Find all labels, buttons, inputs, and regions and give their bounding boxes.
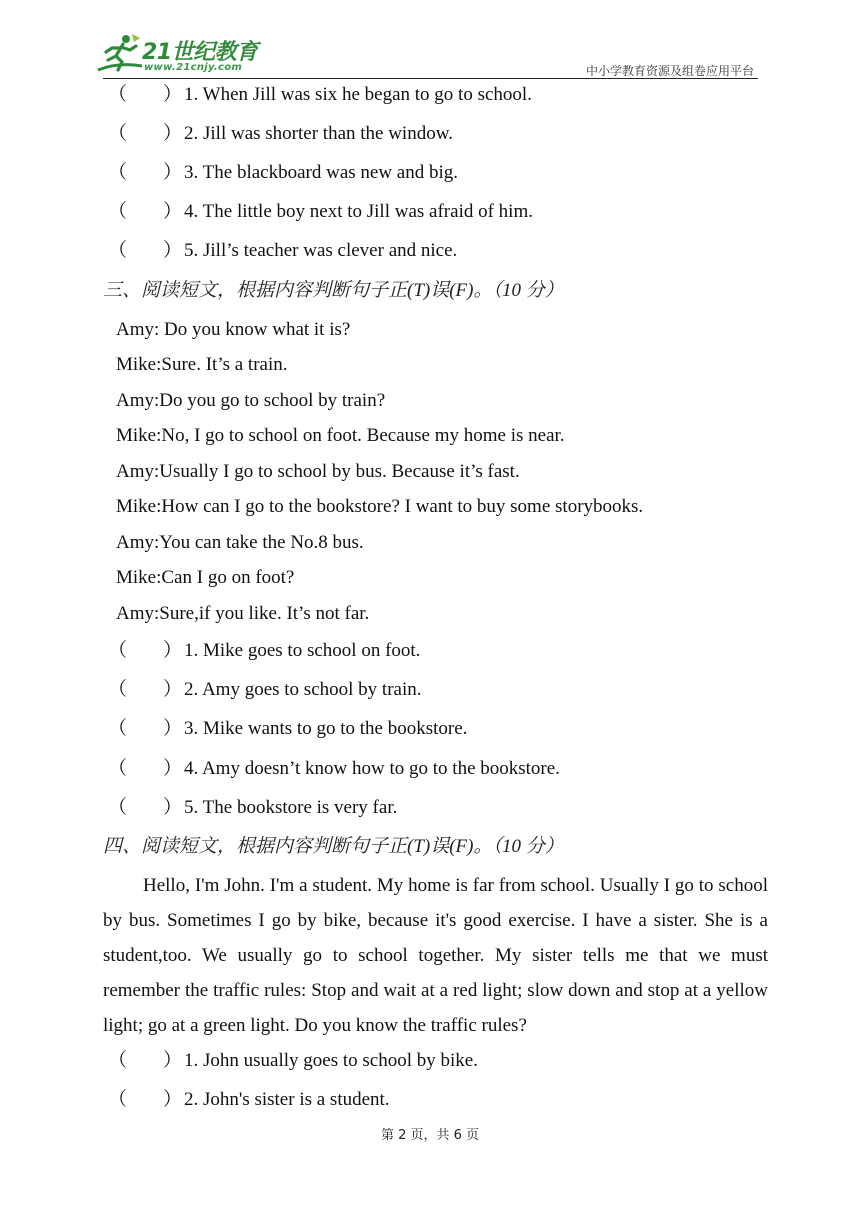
question-text: 3. Mike wants to go to the bookstore. — [184, 718, 468, 739]
runner-logo-icon — [92, 32, 144, 78]
question-text: 5. The bookstore is very far. — [184, 797, 398, 818]
section-title: 三、阅读短文，根据内容判断句子正(T)误(F)。（10 分） — [103, 280, 564, 301]
question-text: 2. Jill was shorter than the window. — [184, 123, 453, 144]
question-text: 1. When Jill was six he began to go to school. — [184, 84, 532, 105]
answer-blank[interactable]: （ ） — [108, 123, 183, 144]
dialogue-line: Amy:Usually I go to school by bus. Because it’s fast. — [116, 461, 520, 482]
section-title: 四、阅读短文，根据内容判断句子正(T)误(F)。（10 分） — [103, 836, 564, 857]
question-text: 2. Amy goes to school by train. — [184, 679, 422, 700]
dialogue-line: Amy:You can take the No.8 bus. — [116, 532, 364, 553]
answer-blank[interactable]: （ ） — [108, 84, 183, 105]
dialogue-line: Mike:Sure. It’s a train. — [116, 354, 288, 375]
answer-blank[interactable]: （ ） — [108, 201, 183, 222]
answer-blank[interactable]: （ ） — [108, 797, 183, 818]
question-row — [108, 717, 467, 741]
question-row — [108, 122, 453, 146]
question-row — [108, 200, 533, 224]
answer-blank[interactable]: （ ） — [108, 679, 183, 700]
question-row — [108, 678, 421, 702]
dialogue-line: Mike:No, I go to school on foot. Because my home is near. — [116, 425, 565, 446]
dialogue-line: Amy:Sure,if you like. It’s not far. — [116, 603, 370, 624]
answer-blank[interactable]: （ ） — [108, 718, 183, 739]
header-divider — [103, 78, 758, 79]
logo — [92, 32, 262, 78]
question-text: 5. Jill’s teacher was clever and nice. — [184, 240, 458, 261]
page-number: 第 2 页，共 6 页 — [380, 1128, 480, 1143]
page-header — [0, 0, 860, 85]
answer-blank[interactable]: （ ） — [108, 640, 183, 661]
question-row — [108, 1088, 390, 1112]
question-text: 3. The blackboard was new and big. — [184, 162, 459, 183]
dialogue-line: Mike:How can I go to the bookstore? I want to buy some storybooks. — [116, 496, 644, 517]
platform-title: 中小学教育资源及组卷应用平台 — [585, 64, 754, 78]
question-text: 1. John usually goes to school by bike. — [184, 1050, 478, 1071]
answer-blank[interactable]: （ ） — [108, 1089, 183, 1110]
reading-passage — [103, 868, 768, 1043]
question-text: 4. The little boy next to Jill was afraid of him. — [184, 201, 533, 222]
question-row — [108, 639, 420, 663]
question-text: 2. John's sister is a student. — [184, 1089, 390, 1110]
answer-blank[interactable]: （ ） — [108, 1050, 183, 1071]
question-row — [108, 239, 457, 263]
question-row — [108, 83, 532, 107]
passage-text: Hello, I'm John. I'm a student. My home is far from school. Usually I go to school by bus. Sometimes I go by bike, because it's good exercise. I have a sister. She is a student,too. We usually go to school together. My sister tells me that we must remember the traffic rules: Stop and wait at a red light; slow down and stop at a yellow light; go at a green light. Do you know the traffic rules? — [103, 875, 768, 1036]
answer-blank[interactable]: （ ） — [108, 240, 183, 261]
question-row — [108, 757, 560, 781]
question-row — [108, 796, 397, 820]
logo-url: www.21cnjy.com — [144, 62, 243, 73]
dialogue-line: Mike:Can I go on foot? — [116, 567, 295, 588]
dialogue-line: Amy:Do you go to school by train? — [116, 390, 386, 411]
answer-blank[interactable]: （ ） — [108, 162, 183, 183]
question-text: 1. Mike goes to school on foot. — [184, 640, 421, 661]
question-row — [108, 161, 458, 185]
question-text: 4. Amy doesn’t know how to go to the bookstore. — [184, 758, 560, 779]
logo-text: 21世纪教育 — [142, 40, 258, 65]
dialogue-line: Amy: Do you know what it is? — [116, 319, 351, 340]
answer-blank[interactable]: （ ） — [108, 758, 183, 779]
question-row — [108, 1049, 478, 1073]
